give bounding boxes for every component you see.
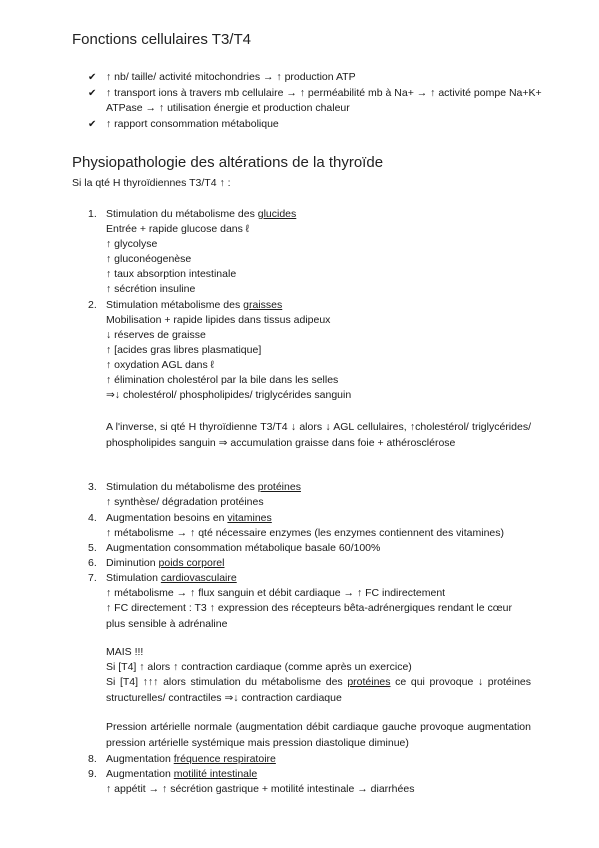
text-line: Si [T4] ↑↑↑ alors stimulation du métabolisme des protéines ce qui provoque ↓ protéines structurelles/ contractiles ⇒↓ contraction cardiaque: [106, 676, 532, 704]
list-number: 5.: [88, 542, 97, 554]
list-item-respiratoire: Augmentation fréquence respiratoire: [106, 753, 276, 765]
list-number: 8.: [88, 753, 97, 765]
list-number: 1.: [88, 208, 97, 220]
checkmark-icon: ✔: [88, 87, 97, 99]
list-number: 9.: [88, 768, 97, 780]
list-item-intestinale: Augmentation motilité intestinale: [106, 768, 258, 780]
list-number: 3.: [88, 481, 97, 493]
text-line: ↑ élimination cholestérol par la bile dans les selles: [106, 374, 339, 386]
text-line: ↓ réserves de graisse: [106, 329, 206, 341]
check-item: ✔ ↑ transport ions à travers mb cellulaire → ↑ perméabilité mb à Na+ → ↑ activité pompe Na+K+ ATPase → ↑ utilisation énergie et production chaleur: [88, 86, 542, 114]
checkmark-icon: ✔: [88, 72, 97, 83]
text-line: ↑ oxydation AGL dans ℓ: [106, 359, 215, 371]
heading-physiopathologie: Physiopathologie des altérations de la thyroïde: [72, 154, 384, 171]
heading-fonctions-cellulaires: Fonctions cellulaires T3/T4: [72, 31, 251, 48]
list-number: 7.: [88, 572, 97, 584]
text-line: ↑ gluconéogenèse: [106, 253, 192, 265]
text-line: ↑ sécrétion insuline: [106, 283, 196, 295]
text-line: Entrée + rapide glucose dans ℓ: [106, 223, 250, 235]
list-number: 2.: [88, 299, 97, 311]
text-line: ↑ FC directement : T3 ↑ expression des récepteurs bêta-adrénergiques rendant le cœur plus sensible à adrénaline: [106, 602, 513, 630]
text-line: ↑ [acides gras libres plasmatique]: [106, 344, 262, 356]
text-line: ↑ glycolyse: [106, 238, 158, 250]
list-item-glucides: Stimulation du métabolisme des glucides: [106, 208, 297, 220]
text-line: MAIS !!!: [106, 646, 144, 658]
text-line: Si [T4] ↑ alors ↑ contraction cardiaque (comme après un exercice): [106, 661, 412, 673]
check-item: ✔ ↑ rapport consommation métabolique: [88, 117, 558, 133]
text-line: ↑ métabolisme → ↑ flux sanguin et débit cardiaque → ↑ FC indirectement: [106, 587, 446, 599]
list-item-graisses: Stimulation métabolisme des graisses: [106, 299, 283, 311]
text-line: ⇒↓ cholestérol/ phospholipides/ triglycérides sanguin: [106, 389, 352, 401]
intro-text: Si la qté H thyroïdiennes T3/T4 ↑ :: [72, 177, 231, 189]
paragraph-pression: Pression artérielle normale (augmentation débit cardiaque gauche provoque augmentation pression artérielle systémique mais pression diastolique diminue): [106, 721, 531, 749]
checkmark-icon: ✔: [88, 118, 97, 130]
text-line: ↑ métabolisme → ↑ qté nécessaire enzymes (les enzymes contiennent des vitamines): [106, 527, 505, 539]
paragraph-inverse: A l'inverse, si qté H thyroïdienne T3/T4 ↓ alors ↓ AGL cellulaires, ↑cholestérol/ triglycérides/ phospholipides sanguin ⇒ accumulation graisse dans foie + athérosclérose: [106, 421, 531, 449]
list-item-consommation: Augmentation consommation métabolique basale 60/100%: [106, 542, 381, 554]
text-line: ↑ taux absorption intestinale: [106, 268, 237, 280]
list-item-proteines: Stimulation du métabolisme des protéines: [106, 481, 301, 493]
list-number: 6.: [88, 557, 97, 569]
list-item-vitamines: Augmentation besoins en vitamines: [106, 512, 272, 524]
checklist: [88, 70, 558, 132]
text-line: ↑ appétit → ↑ sécrétion gastrique + motilité intestinale → diarrhées: [106, 783, 415, 795]
list-number: 4.: [88, 512, 97, 524]
list-item-cardiovasculaire: Stimulation cardiovasculaire: [106, 572, 237, 584]
list-item-poids: Diminution poids corporel: [106, 557, 225, 569]
text-line: ↑ synthèse/ dégradation protéines: [106, 496, 264, 508]
check-item: ✔ ↑ nb/ taille/ activité mitochondries → ↑ production ATP: [88, 70, 558, 86]
text-line: Mobilisation + rapide lipides dans tissus adipeux: [106, 314, 331, 326]
